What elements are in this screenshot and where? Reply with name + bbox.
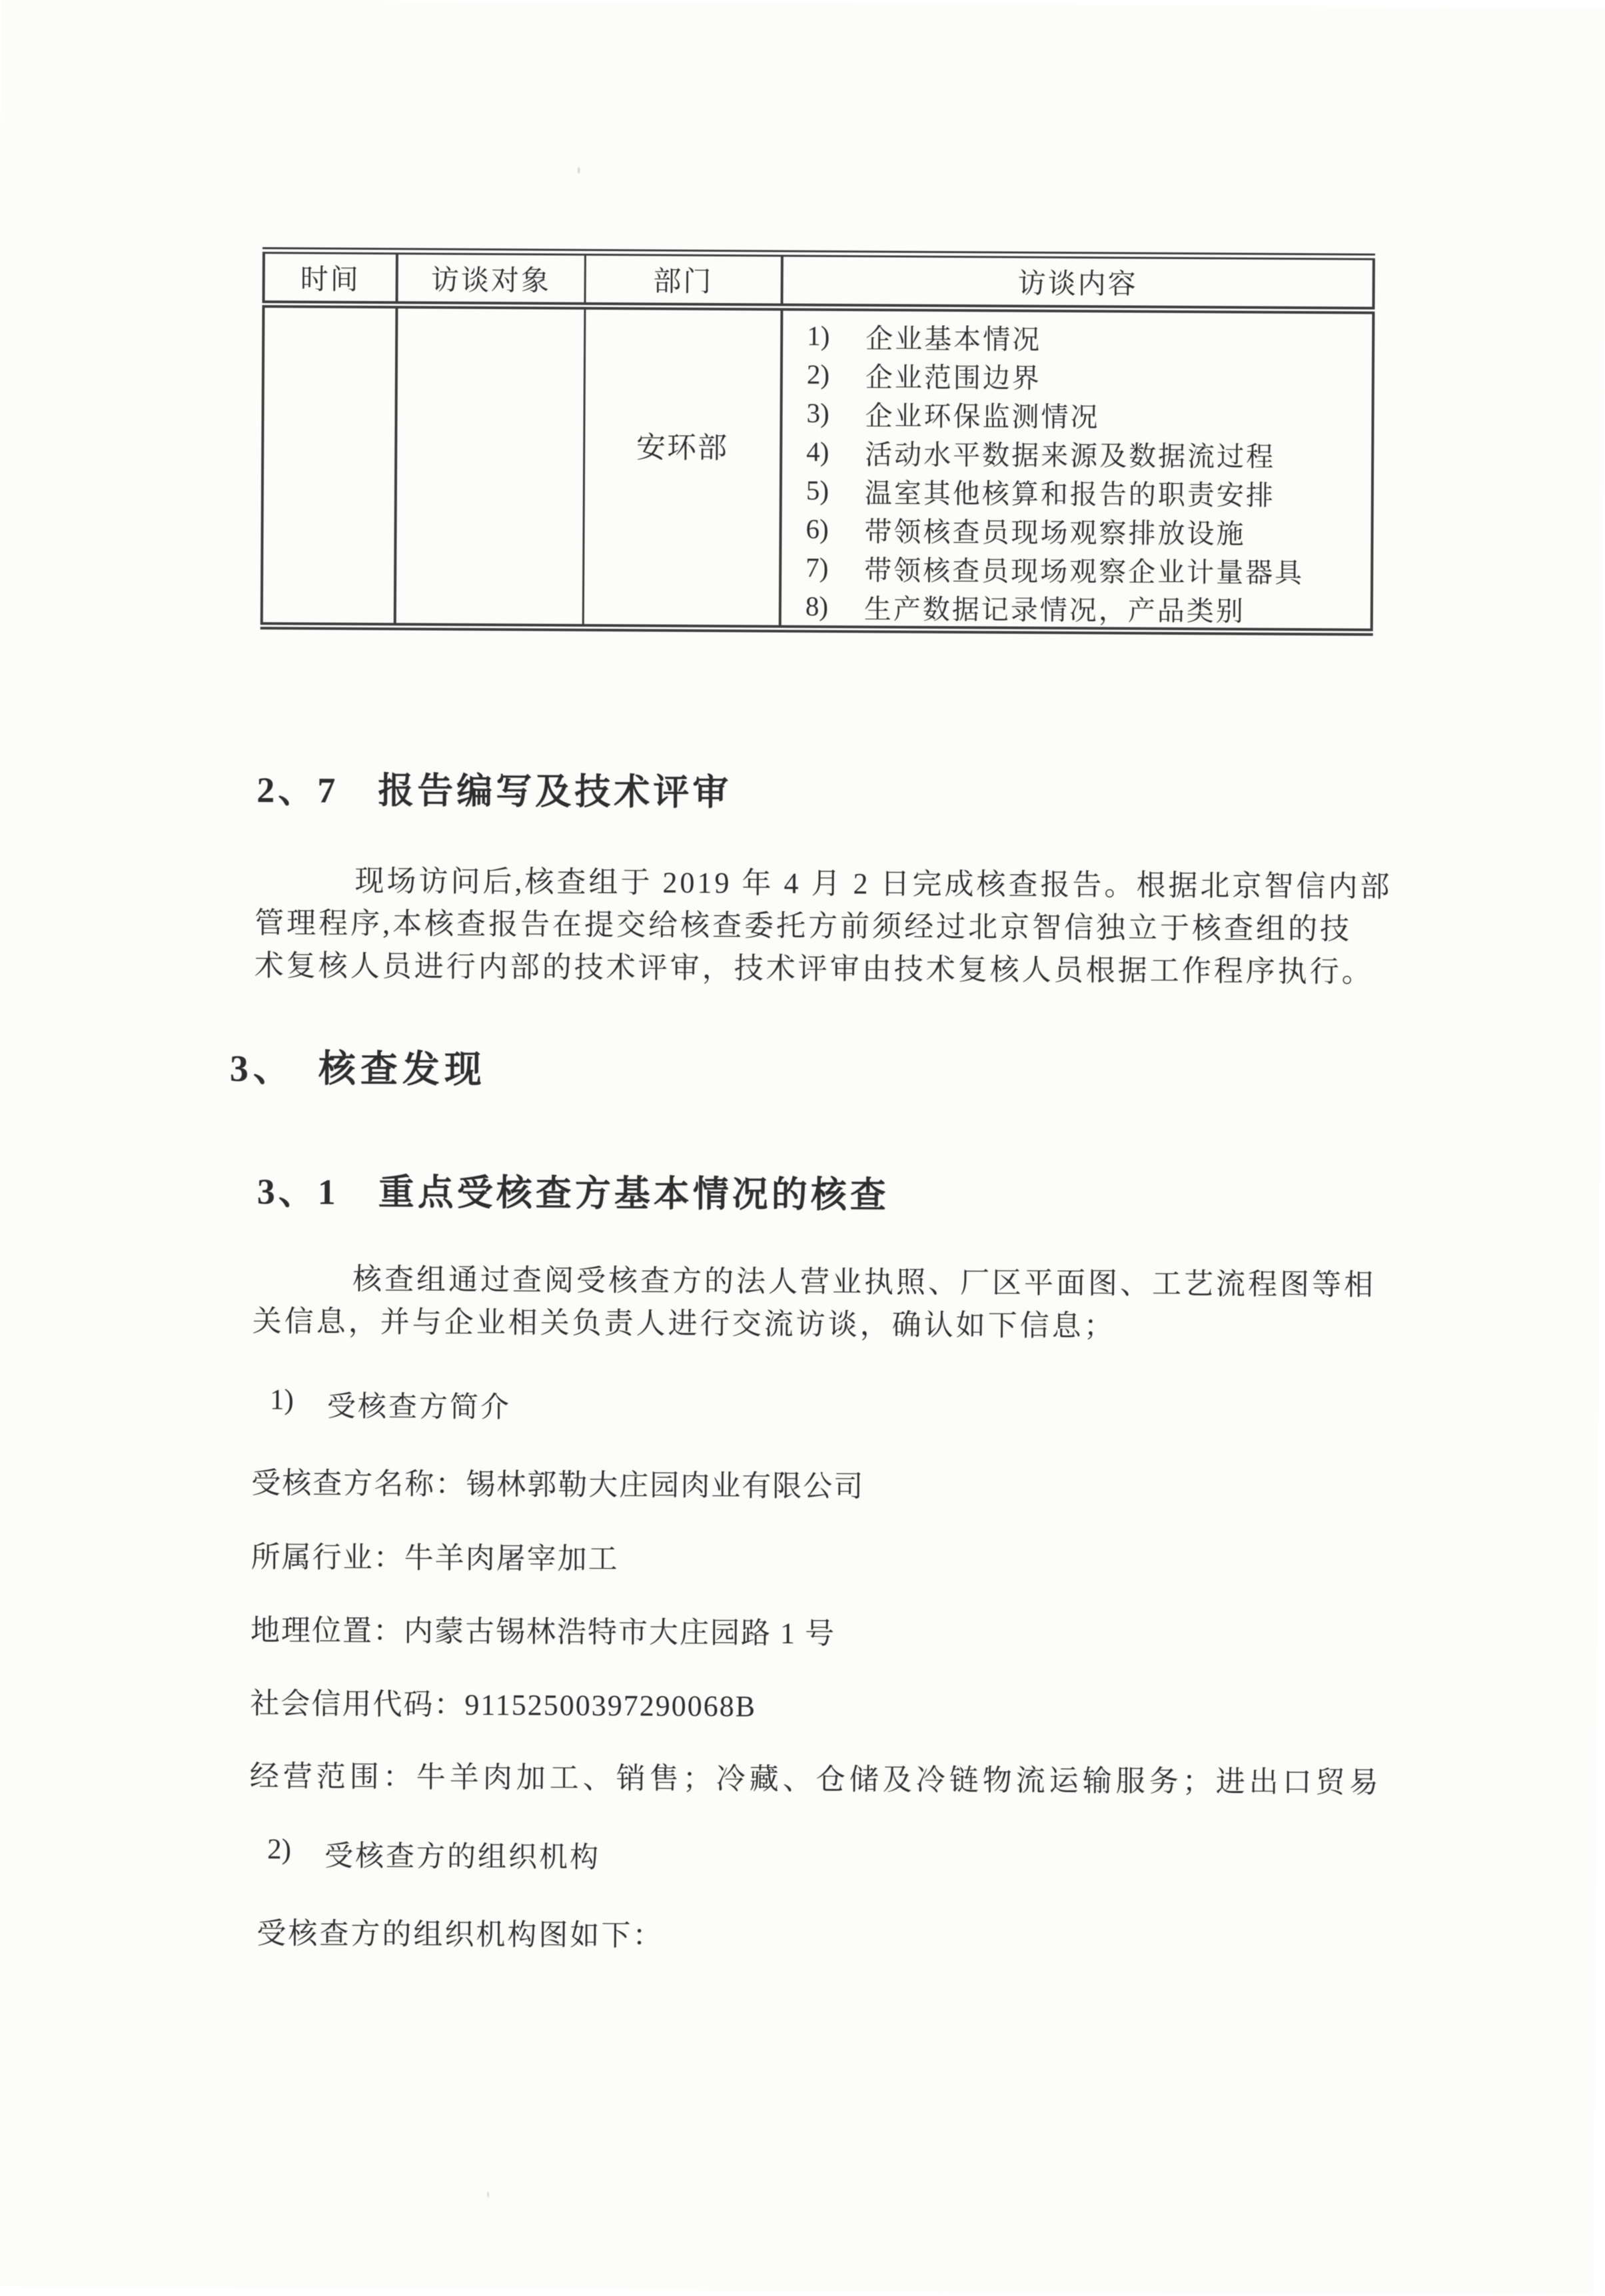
table-header-row: [264, 250, 1374, 310]
item-text: 温室其他核算和报告的职责安排: [864, 477, 1276, 511]
item-number: 8): [805, 590, 829, 621]
org-chart-lead-line: 受核查方的组织机构图如下：: [257, 1917, 664, 1952]
list-item-1-verified-party-intro: [270, 1383, 511, 1425]
item-number: 6): [805, 513, 829, 544]
section-3-1-paragraph: [253, 1258, 1376, 1349]
item-number: 5): [805, 474, 829, 506]
item-number: 2): [806, 358, 830, 390]
table-header-content: 访谈内容: [782, 254, 1373, 311]
interview-content-item: [805, 587, 1370, 629]
item-number: 3): [806, 397, 829, 428]
item-number: 7): [805, 552, 829, 583]
list-text: 受核查方简介: [326, 1391, 512, 1424]
interview-content-item: [805, 510, 1370, 552]
interview-content-item: [806, 432, 1371, 474]
section-heading-2-7: 2、7 报告编写及技术评审: [257, 769, 732, 813]
info-line-business-scope: 经营范围：牛羊肉加工、销售；冷藏、仓储及冷链物流运输服务；进出口贸易: [249, 1759, 1382, 1799]
cell-interviewee: [395, 305, 585, 628]
paragraph-line: 管理程序,本核查报告在提交给核查委托方前须经过北京智信独立于核查组的技: [255, 906, 1352, 946]
interview-content-item: [805, 548, 1370, 590]
item-text: 生产数据记录情况，产品类别: [863, 593, 1246, 627]
section-heading-3-1: 3、1 重点受核查方基本情况的核查: [257, 1172, 889, 1216]
table-row: [262, 304, 1374, 633]
item-text: 企业范围边界: [865, 361, 1042, 394]
list-number: 1): [269, 1384, 294, 1416]
section-2-7-paragraph: [255, 859, 1392, 994]
interview-content-item: [807, 316, 1372, 358]
interview-schedule-table: [261, 247, 1375, 636]
department-label: 安环部: [636, 431, 729, 465]
table-header-department: 部门: [584, 252, 782, 307]
item-text: 活动水平数据来源及数据流过程: [865, 438, 1276, 472]
list-number: 2): [267, 1834, 292, 1866]
scan-speck: [578, 167, 580, 174]
cell-interview-content: [780, 307, 1374, 632]
list-item-2-organization: [267, 1833, 600, 1876]
item-number: 4): [806, 436, 829, 467]
paragraph-line: 核查组通过查阅受核查方的法人营业执照、厂区平面图、工艺流程图等相: [352, 1262, 1376, 1302]
info-line-credit-code: 社会信用代码：91152500397290068B: [250, 1687, 757, 1723]
paragraph-line: 关信息，并与企业相关负责人进行交流访谈，确认如下信息；: [252, 1304, 1116, 1343]
paragraph-line: 术复核人员进行内部的技术评审，技术评审由技术复核人员根据工作程序执行。: [254, 949, 1374, 988]
item-text: 带领核查员现场观察企业计量器具: [864, 554, 1305, 588]
info-line-industry: 所属行业：牛羊肉屠宰加工: [251, 1540, 619, 1576]
interview-content-item: [806, 471, 1371, 513]
scan-speck: [487, 2191, 489, 2197]
item-text: 企业环保监测情况: [865, 400, 1100, 432]
item-text: 企业基本情况: [865, 322, 1042, 355]
paragraph-line: 现场访问后,核查组于 2019 年 4 月 2 日完成核查报告。根据北京智信内部: [354, 864, 1392, 903]
interview-content-item: [806, 394, 1371, 436]
info-line-location: 地理位置：内蒙古锡林浩特市大庄园路 1 号: [250, 1613, 836, 1651]
cell-time: [262, 304, 397, 627]
table-header-time: 时间: [264, 250, 397, 305]
item-text: 带领核查员现场观察排放设施: [864, 516, 1246, 550]
interview-content-item: [807, 355, 1372, 397]
section-heading-3: 3、 核查发现: [229, 1048, 487, 1091]
info-line-company-name: 受核查方名称：锡林郭勒大庄园肉业有限公司: [251, 1466, 865, 1503]
cell-department: [583, 306, 782, 629]
table-header-interviewee: 访谈对象: [396, 251, 584, 306]
list-text: 受核查方的组织机构: [324, 1840, 601, 1874]
item-number: 1): [807, 320, 830, 351]
